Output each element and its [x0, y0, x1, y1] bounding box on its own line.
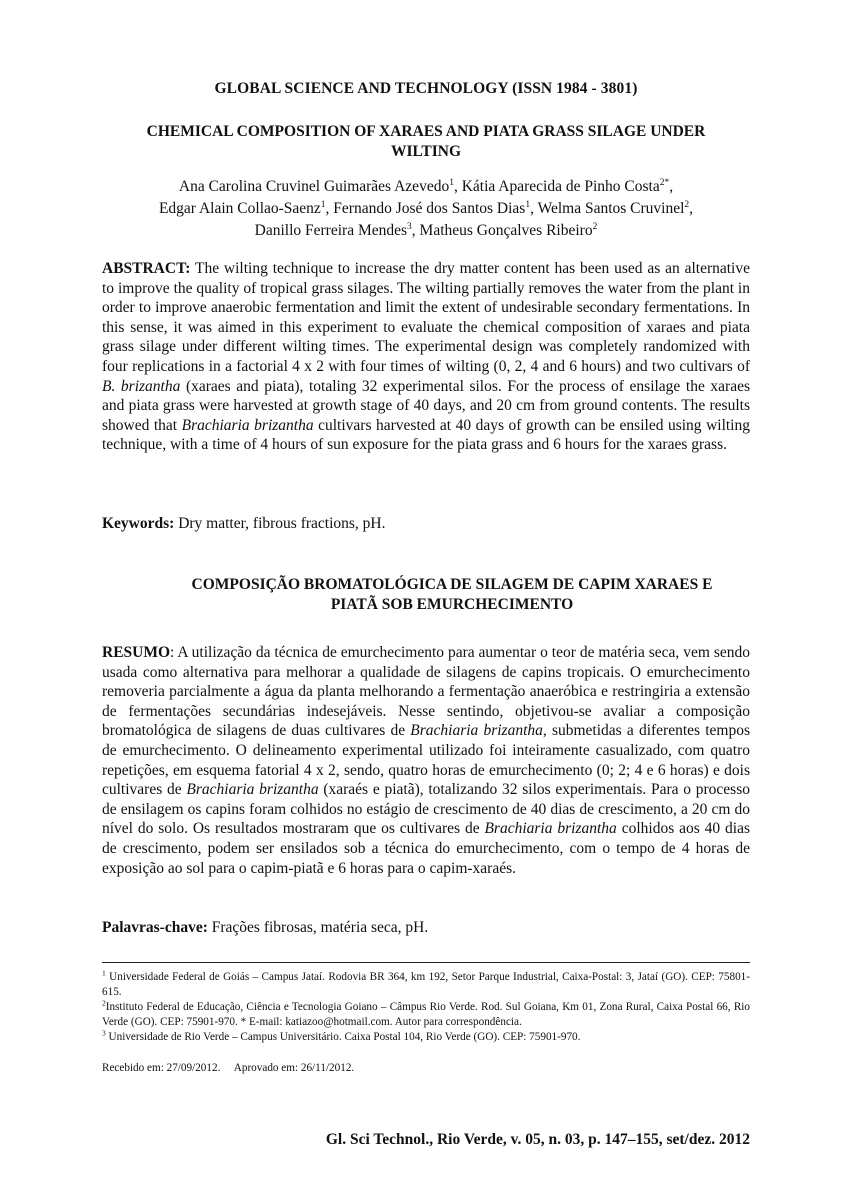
footnote-2: [102, 1000, 750, 1030]
keywords-line: [102, 514, 750, 534]
approved-date: Aprovado em: 26/11/2012.: [233, 1062, 355, 1074]
abstract-text: The wilting technique to increase the dry matter content has been used as an alternative to improve the quality of tropical grass silages. The wilting partially removes the water from the plant in order to improve anaerobic fermentation and limit the extent of undesirable secondary fermentations. In this sense, it was aimed in this experiment to evaluate the chemical composition of xaraes and piata grass silage under different wilting times. The experimental design was completely randomized with four replications in a factorial 4 x 2 with four times of wilting (0, 2, 4 and 6 hours) and two cultivars of: [102, 260, 750, 375]
author-list: [102, 176, 750, 242]
footnote-3: [102, 1030, 750, 1045]
author-separator: ,: [689, 200, 694, 217]
abstract-label: ABSTRACT:: [102, 260, 191, 277]
footnote-text: Instituto Federal de Educação, Ciência e Tecnologia Goiano – Câmpus Rio Verde. Rod. Sul Goiana, Km 01, Zona Rural, Caixa Postal 66, Rio Verde (GO). CEP: 75901-970. * E-mail: katiazoo@hotmail.com. Autor para correspondência.: [102, 1001, 750, 1028]
palavras-chave-line: [102, 918, 750, 938]
author-affiliation: 1: [320, 199, 326, 210]
author-name: Danillo Ferreira Mendes: [254, 222, 408, 239]
portuguese-title-line-1: COMPOSIÇÃO BROMATOLÓGICA DE SILAGEM DE CAPIM XARAES E: [191, 576, 713, 593]
author-name: Welma Santos Cruvinel: [537, 200, 685, 217]
author-affiliation: 2*: [659, 177, 670, 188]
author-name: Matheus Gonçalves Ribeiro: [419, 222, 593, 239]
footnotes: [102, 970, 750, 1045]
abstract-species-name: B. brizantha: [102, 377, 181, 395]
abstract-paragraph: [102, 259, 750, 455]
portuguese-title: [162, 575, 742, 615]
footnote-text: Universidade Federal de Goiás – Campus Jataí. Rodovia BR 364, km 192, Setor Parque Industrial, Caixa-Postal: 3, Jataí (GO). CEP: 75801-615.: [102, 971, 750, 998]
author-name: Ana Carolina Cruvinel Guimarães Azevedo: [178, 178, 450, 195]
paper-title-line-1: CHEMICAL COMPOSITION OF XARAES AND PIATA GRASS SILAGE UNDER: [146, 123, 706, 140]
author-line-2: [102, 198, 750, 220]
author-separator: ,: [411, 222, 420, 239]
author-line-1: [102, 176, 750, 198]
footnote-divider: [102, 962, 750, 963]
resumo-label: RESUMO: [102, 644, 171, 661]
footnote-text: Universidade de Rio Verde – Campus Universitário. Caixa Postal 104, Rio Verde (GO). CEP: 75901-970.: [105, 1031, 581, 1043]
resumo-species-name: Brachiaria brizantha: [410, 722, 543, 740]
resumo-species-name: Brachiaria brizantha: [484, 820, 617, 838]
author-affiliation: 1: [449, 177, 454, 188]
resumo-text: colhidos aos 40 dias de crescimento, podem ser ensilados sob a técnica do emurchecimento, com o tempo de 4 horas de exposição ao sol para o capim-piatã e 6 horas para o capim-xaraés.: [102, 820, 751, 877]
footnote-marker: 2: [102, 998, 106, 1008]
submission-dates: [102, 1061, 750, 1076]
author-affiliation: 1: [525, 199, 531, 210]
footnote-marker: 1: [102, 968, 106, 978]
abstract-text: (xaraes and piata), totaling 32 experimental silos. For the process of ensilage the xaraes and piata grass were harvested at growth stage of 40 days, and 20 cm from ground contents. The results showed that: [102, 377, 750, 434]
author-name: Edgar Alain Collao-Saenz: [158, 200, 321, 217]
resumo-text: : A utilização da técnica de emurchecimento para aumentar o teor de matéria seca, vem sendo usada como alternativa para melhorar a qualidade de silagens de capins tropicais. O emurchecimento removeria parcialmente a água da planta melhorando a fermentação anaeróbica e restringiria a extensão de fermentações secundárias indesejáveis. Nesse sentindo, objetivou-se avaliar a composição bromatológica de silagens de duas cultivares de: [102, 644, 750, 740]
paper-title-line-2: WILTING: [390, 143, 462, 160]
footnote-marker: 3: [102, 1028, 106, 1038]
resumo-paragraph: [102, 643, 750, 878]
author-line-3: [102, 220, 750, 242]
abstract-text: cultivars harvested at 40 days of growth can be ensiled using wilting technique, with a time of 4 hours of sun exposure for the piata grass and 6 hours for the xaraes grass.: [102, 416, 750, 454]
author-name: Kátia Aparecida de Pinho Costa: [461, 178, 660, 195]
abstract-species-name: Brachiaria brizantha: [181, 416, 314, 434]
received-date: Recebido em: 27/09/2012.: [102, 1062, 221, 1074]
palavras-chave-text: Frações fibrosas, matéria seca, pH.: [207, 919, 429, 936]
portuguese-title-line-2: PIATÃ SOB EMURCHECIMENTO: [330, 596, 574, 613]
author-affiliation: 2: [592, 221, 598, 232]
author-separator: ,: [530, 200, 538, 217]
author-separator: ,: [453, 178, 462, 195]
author-separator: ,: [669, 178, 674, 195]
author-affiliation: 2: [684, 199, 690, 210]
resumo-text: (xaraés e piatã), totalizando 32 silos experimentais. Para o processo de ensilagem os capins foram colhidos no estágio de crescimento de 40 dias de crescimento, a 20 cm do nível do solo. Os resultados mostraram que os cultivares de: [102, 781, 750, 838]
resumo-species-name: Brachiaria brizantha: [186, 781, 319, 799]
footnote-1: [102, 970, 750, 1000]
keywords-label: Keywords:: [102, 515, 175, 532]
journal-citation-footer: Gl. Sci Technol., Rio Verde, v. 05, n. 03, p. 147–155, set/dez. 2012: [325, 1131, 750, 1148]
palavras-chave-label: Palavras-chave:: [102, 919, 208, 936]
keywords-text: Dry matter, fibrous fractions, pH.: [174, 515, 386, 532]
author-affiliation: 3: [407, 221, 412, 232]
author-separator: ,: [325, 200, 334, 217]
author-name: Fernando José dos Santos Dias: [333, 200, 526, 217]
journal-header: GLOBAL SCIENCE AND TECHNOLOGY (ISSN 1984 - 3801): [214, 80, 638, 97]
resumo-text: , submetidas a diferentes tempos de emurchecimento. O delineamento experimental utilizado foi inteiramente casualizado, com quatro repetições, em esquema fatorial 4 x 2, sendo, quatro horas de emurchecimento (0; 2; 4 e 6 horas) e dois cultivares de: [102, 722, 750, 799]
paper-title: [102, 122, 750, 162]
